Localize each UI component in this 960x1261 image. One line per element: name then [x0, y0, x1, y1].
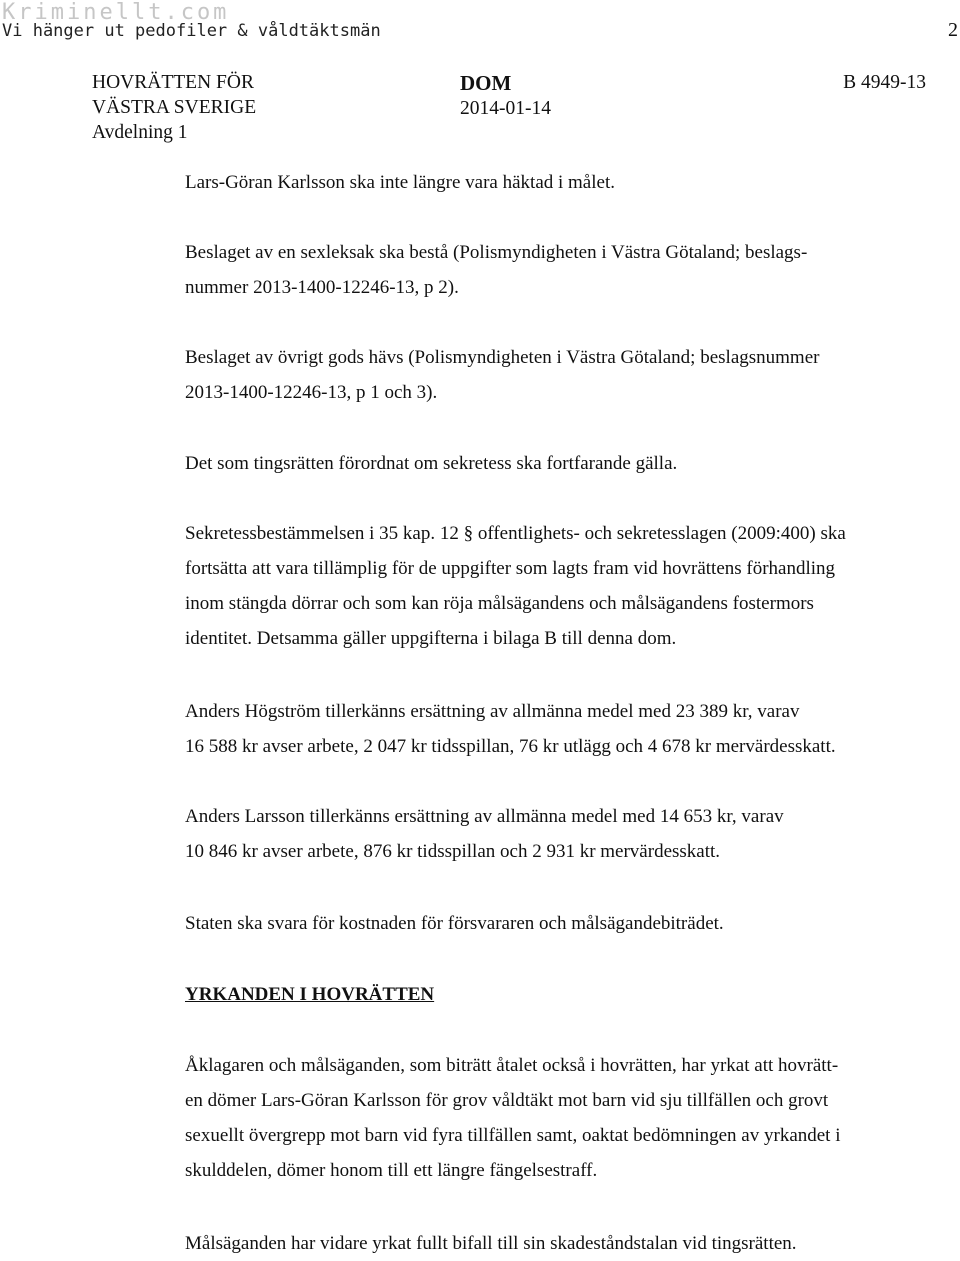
- document-type-block: [460, 70, 551, 121]
- text-line: Lars-Göran Karlsson ska inte längre vara häktad i målet.: [185, 172, 615, 193]
- case-number: B 4949-13: [843, 72, 926, 93]
- text-line: skulddelen, dömer honom till ett längre fängelsestraff.: [185, 1160, 598, 1181]
- text-line: Beslaget av övrigt gods hävs (Polismyndigheten i Västra Götaland; beslagsnummer: [185, 347, 820, 368]
- text-line: Beslaget av en sexleksak ska bestå (Polismyndigheten i Västra Götaland; beslags-: [185, 242, 808, 263]
- page-number: 2: [948, 19, 958, 41]
- court-name-block: [92, 70, 256, 145]
- text-line: Åklagaren och målsäganden, som biträtt åtalet också i hovrätten, har yrkat att hovrätt-: [185, 1055, 839, 1076]
- text-line: Anders Högström tillerkänns ersättning av allmänna medel med 23 389 kr, varav: [185, 701, 800, 722]
- watermark-site-name: Kriminellt.com: [2, 0, 230, 25]
- paragraph-seizure-upheld: [185, 235, 905, 305]
- paragraph-compensation-hogstrom: [185, 694, 905, 764]
- text-line: inom stängda dörrar och som kan röja målsägandens och målsägandens fostermors: [185, 593, 814, 614]
- watermark-banner: [0, 0, 960, 44]
- court-division: Avdelning 1: [92, 122, 188, 143]
- text-line: sexuellt övergrepp mot barn vid fyra tillfällen samt, oaktat bedömningen av yrkandet i: [185, 1125, 841, 1146]
- text-line: 16 588 kr avser arbete, 2 047 kr tidsspillan, 76 kr utlägg och 4 678 kr mervärdesskatt.: [185, 736, 836, 757]
- paragraph-confidentiality: [185, 446, 905, 481]
- text-line: Det som tingsrätten förordnat om sekretess ska fortfarande gälla.: [185, 453, 678, 474]
- paragraph-compensation-larsson: [185, 799, 905, 869]
- paragraph-prosecution-claims: [185, 1048, 905, 1188]
- paragraph-state-costs: [185, 906, 905, 941]
- text-line: Målsäganden har vidare yrkat fullt bifall till sin skadeståndstalan vid tingsrätten.: [185, 1233, 797, 1254]
- watermark-tagline: Vi hänger ut pedofiler & våldtäktsmän: [2, 21, 381, 41]
- section-heading: YRKANDEN I HOVRÄTTEN: [185, 984, 435, 1005]
- text-line: 2013-1400-12246-13, p 1 och 3).: [185, 382, 438, 403]
- text-line: en dömer Lars-Göran Karlsson för grov våldtäkt mot barn vid sju tillfällen och grovt: [185, 1090, 829, 1111]
- text-line: fortsätta att vara tillämplig för de uppgifter som lagts fram vid hovrättens förhandling: [185, 558, 836, 579]
- text-line: Sekretessbestämmelsen i 35 kap. 12 § offentlighets- och sekretesslagen (2009:400) ska: [185, 523, 846, 544]
- text-line: Anders Larsson tillerkänns ersättning av allmänna medel med 14 653 kr, varav: [185, 806, 784, 827]
- court-name-line-2: VÄSTRA SVERIGE: [92, 97, 257, 118]
- document-type: DOM: [460, 71, 512, 95]
- text-line: identitet. Detsamma gäller uppgifterna i bilaga B till denna dom.: [185, 628, 677, 649]
- paragraph-confidentiality-provision: [185, 516, 905, 656]
- court-name-line-1: HOVRÄTTEN FÖR: [92, 72, 254, 93]
- text-line: nummer 2013-1400-12246-13, p 2).: [185, 277, 459, 298]
- text-line: 10 846 kr avser arbete, 876 kr tidsspillan och 2 931 kr mervärdesskatt.: [185, 841, 721, 862]
- text-line: Staten ska svara för kostnaden för försvararen och målsägandebiträdet.: [185, 913, 724, 934]
- paragraph-detention: [185, 165, 905, 200]
- paragraph-seizure-lifted: [185, 340, 905, 410]
- document-date: 2014-01-14: [460, 98, 551, 119]
